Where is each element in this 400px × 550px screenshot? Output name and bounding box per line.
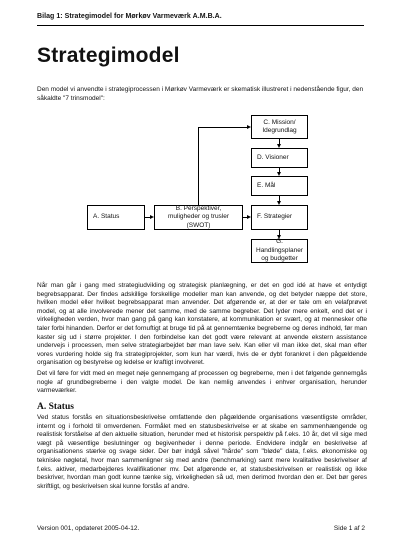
footer-page-number: Side 1 af 2: [333, 525, 365, 532]
page-header: Bilag 1: Strategimodel for Mørkøv Varmeværk A.M.B.A.: [37, 13, 222, 20]
intro-paragraph: Den model vi anvendte i strategiprocessen i Mørkøv Varmeværk er skematisk illustreret i nedenstående figur, den såkaldte "7 trinsmodel":: [37, 86, 364, 102]
footer-version: Version 001, opdateret 2005-04-12.: [37, 525, 140, 532]
box-handlingsplaner-label: G. Handlingsplaner og budgetter: [256, 238, 303, 263]
box-visioner-label: D. Visioner: [257, 153, 289, 161]
box-perspektiver-label: B. Perspektiver, muligheder og trusler (SWOT): [167, 204, 230, 229]
page-title: Strategimodel: [37, 44, 180, 67]
arrow-c-d: [277, 144, 281, 148]
box-status-label: A. Status: [93, 213, 120, 221]
section-a-heading: A. Status: [37, 402, 74, 412]
box-visioner: [251, 148, 308, 168]
body-paragraph-2: Det vil føre for vidt med en meget nøje gennemgang af processen og begreberne, men i det følgende gennemgås nogle af grundbegreberne i den valgte model. De kan nemlig anvendes i enhver organisation, herunder varmeværker.: [37, 370, 367, 395]
arrow-to-c: [247, 125, 251, 129]
box-maal-label: E. Mål: [257, 181, 276, 189]
box-perspektiver: [154, 205, 243, 230]
box-handlingsplaner: [251, 239, 308, 263]
connector-up-c: [198, 127, 247, 128]
box-mission: [251, 115, 308, 139]
section-a-text: Ved status forstås en situationsbeskrivelse omfattende den pågældende organisations væsentligste områder, internt og i forhold til omverdenen. Formålet med en statusbeskrivelse er at skabe en sammenhængende og realistisk forståelse af den aktuelle situation, herunder med et historisk perspektiv på f.eks. 10 år, det vil sige med vægt på væsentlige beslutninger og begivenheder i denne periode. Endvidere indgår en beskrivelse af organisationens stærke og svage sider. Der bør indgå såvel "hårde" som "bløde" data, f.eks. økonomiske og tekniske nøgletal, hvor man sammenligner sig med andre (benchmarking) samt mere kvalitative beskrivelser af f.eks. aktiver, medarbejderes kvalifikationer mv. Det afgørende er, at statusbeskrivelsen er realistisk og ikke beskriver, hvordan man godt kunne tænke sig, virkeligheden så ud, men derimod hvordan den er. Det bør geres skriftligt, og beskrivelsen skal kunne forstås af andre.: [37, 414, 367, 490]
arrow-b-f: [247, 215, 251, 219]
header-rule: [37, 25, 364, 26]
arrow-a-b: [150, 215, 154, 219]
connector-b-up: [198, 127, 199, 205]
box-status: [87, 205, 145, 230]
arrow-e-f: [277, 201, 281, 205]
box-strategier: [251, 205, 308, 230]
arrow-f-g: [277, 235, 281, 239]
box-strategier-label: F. Strategier: [257, 213, 293, 221]
box-maal: [251, 176, 308, 196]
box-mission-label: C. Mission/ Idegrundlag: [262, 118, 297, 134]
body-paragraph-1: Når man går i gang med strategiudvikling og strategisk planlægning, er det en god idé at have et entydigt begrebsapparat. Der findes adskillige forskellige modeller man kan anvende, og det betyder næppe det store, hvilken model eller hvilket begrebsapparat man anvender. Det afgørende er, at der er tale om en velafprøvet model, og at alle involverede mener det samme, med de samme begreber. Det lyder mere enkelt, end det er i virkeligheden verden, hvor man gang på gang kan konstatere, at kommunikation er svært, og at mennesker ofte taler forbi hinanden. Derfor er det fornuftigt at bruge tid på at gennemtænke begreberne og deres indhold, før man kaster sig ud i større projekter. I den forbindelse kan det godt være relevant at anvende ekstern assistance undervejs i processen, men selve strategiarbejdet bør man lave selv. Kan eller vil man ikke det, skal man efter vores vurdering holde sig fra strategiprojekter, som kun har værdi, hvis de er dybt forankret i den pågældende organisation og bestyrelse og ledelse er kraftigt involveret.: [37, 282, 367, 367]
arrow-d-e: [277, 172, 281, 176]
